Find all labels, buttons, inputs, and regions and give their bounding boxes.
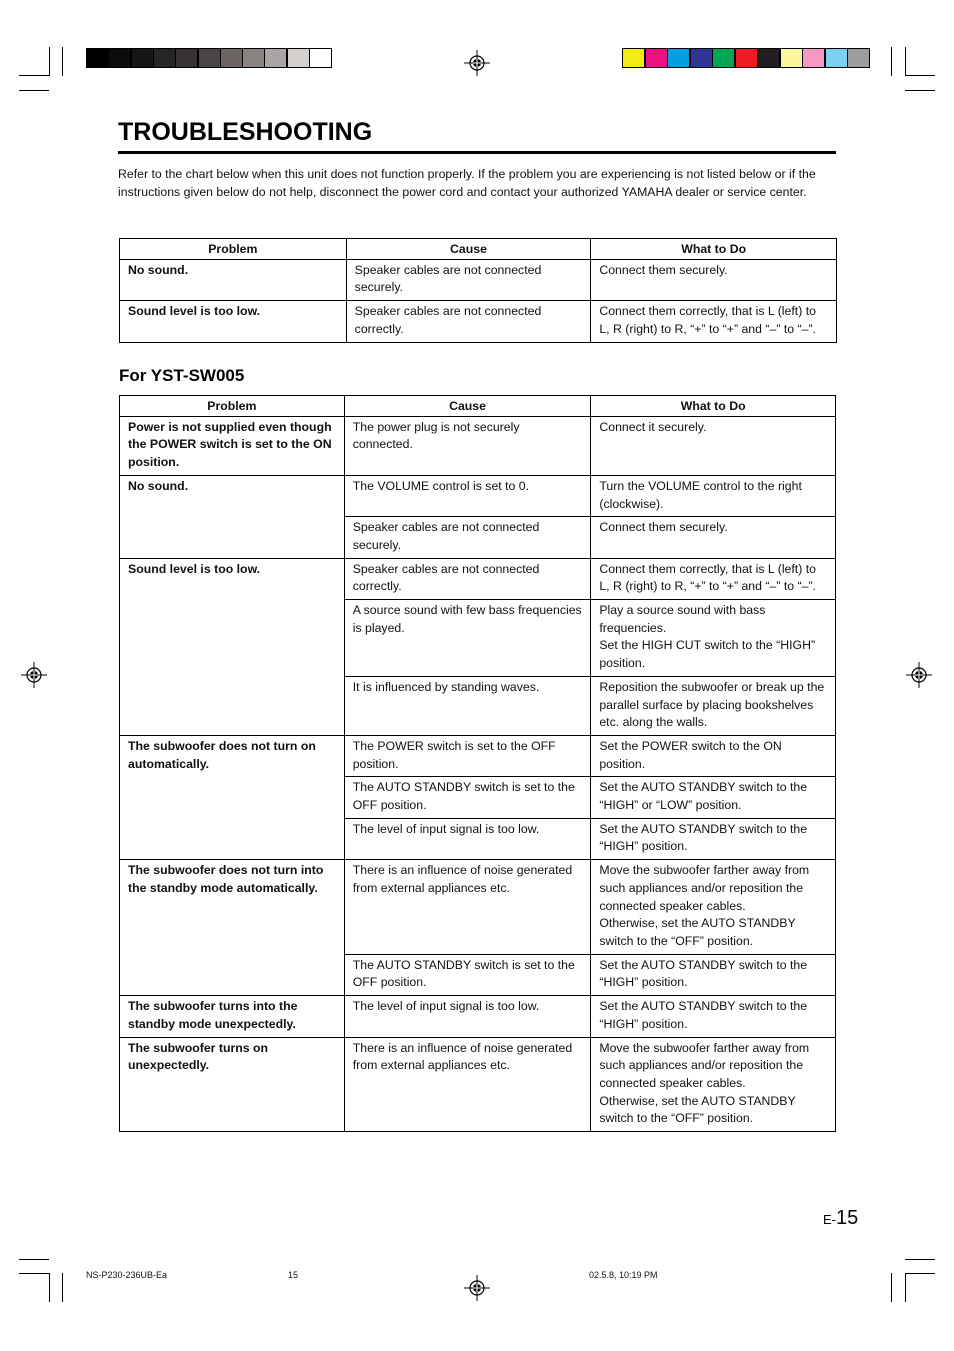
cause-cell: A source sound with few bass frequencies is played. bbox=[344, 600, 591, 677]
print-timestamp: 02.5.8, 10:19 PM bbox=[589, 1270, 658, 1280]
color-swatch bbox=[712, 48, 735, 68]
color-swatch bbox=[847, 48, 870, 68]
gray-swatch bbox=[153, 48, 176, 68]
problem-cell: Power is not supplied even though the POWER switch is set to the ON position. bbox=[120, 416, 345, 475]
intro-paragraph: Refer to the chart below when this unit does not function properly. If the problem you are experiencing is not listed below or if the instructions given below do not help, disconnect the power cord and contact your authorized YAMAHA dealer or service center. bbox=[118, 167, 816, 199]
gray-swatch bbox=[242, 48, 265, 68]
cause-cell: Speaker cables are not connected securely. bbox=[346, 259, 591, 300]
color-swatch bbox=[802, 48, 825, 68]
cause-cell: The POWER switch is set to the OFF position. bbox=[344, 735, 591, 776]
page-number-value: 15 bbox=[836, 1207, 859, 1229]
gray-swatch bbox=[198, 48, 221, 68]
gray-swatch bbox=[264, 48, 287, 68]
table-header-row bbox=[120, 239, 837, 260]
cause-cell: Speaker cables are not connected securely. bbox=[344, 517, 591, 558]
problem-cell: No sound. bbox=[120, 475, 345, 558]
title-underline bbox=[118, 151, 836, 154]
color-swatch bbox=[757, 48, 780, 68]
problem-cell: Sound level is too low. bbox=[120, 558, 345, 735]
problem-cell: The subwoofer turns on unexpectedly. bbox=[120, 1037, 345, 1132]
action-cell: Move the subwoofer farther away from such appliances and/or reposition the connected speaker cables. Otherwise, set the AUTO STANDBY switch to the “OFF” position. bbox=[591, 1037, 836, 1132]
column-header-what-to-do: What to Do bbox=[591, 396, 836, 417]
cause-cell: The VOLUME control is set to 0. bbox=[344, 475, 591, 516]
action-cell: Connect them securely. bbox=[591, 259, 837, 300]
gray-swatch bbox=[175, 48, 198, 68]
table-row bbox=[120, 301, 837, 342]
sheet-number: 15 bbox=[288, 1270, 299, 1280]
cause-cell: The level of input signal is too low. bbox=[344, 996, 591, 1037]
gray-swatch bbox=[309, 48, 332, 68]
gray-swatch bbox=[86, 48, 109, 68]
action-cell: Connect them correctly, that is L (left) to L, R (right) to R, “+” to “+” and “–” to “–”. bbox=[591, 558, 836, 599]
action-cell: Set the POWER switch to the ON position. bbox=[591, 735, 836, 776]
action-cell: Connect them correctly, that is L (left) to L, R (right) to R, “+” to “+” and “–” to “–”. bbox=[591, 301, 837, 342]
page-number bbox=[823, 1207, 858, 1230]
registration-target-icon bbox=[21, 662, 47, 688]
action-cell: Set the AUTO STANDBY switch to the “HIGH” position. bbox=[591, 818, 836, 859]
color-swatch bbox=[780, 48, 803, 68]
troubleshooting-table-general bbox=[119, 238, 837, 343]
color-swatch bbox=[622, 48, 645, 68]
page-prefix: E- bbox=[823, 1212, 836, 1227]
action-cell: Set the AUTO STANDBY switch to the “HIGH” or “LOW” position. bbox=[591, 777, 836, 818]
column-header-cause: Cause bbox=[344, 396, 591, 417]
section-title: For YST-SW005 bbox=[119, 366, 245, 385]
action-cell: Connect it securely. bbox=[591, 416, 836, 475]
problem-cell: The subwoofer does not turn into the standby mode automatically. bbox=[120, 860, 345, 996]
table-row bbox=[120, 475, 836, 516]
column-header-what-to-do: What to Do bbox=[591, 239, 837, 260]
cause-cell: There is an influence of noise generated from external appliances etc. bbox=[344, 860, 591, 955]
table-row bbox=[120, 558, 836, 599]
gray-swatch bbox=[131, 48, 154, 68]
problem-cell: Sound level is too low. bbox=[120, 301, 347, 342]
cause-cell: The level of input signal is too low. bbox=[344, 818, 591, 859]
registration-target-icon bbox=[464, 1275, 490, 1301]
column-header-problem: Problem bbox=[120, 239, 347, 260]
gray-swatch bbox=[220, 48, 243, 68]
action-cell: Reposition the subwoofer or break up the parallel surface by placing bookshelves etc. along the walls. bbox=[591, 676, 836, 735]
cause-cell: It is influenced by standing waves. bbox=[344, 676, 591, 735]
table-row bbox=[120, 1037, 836, 1132]
cause-cell: The AUTO STANDBY switch is set to the OFF position. bbox=[344, 954, 591, 995]
table-header-row bbox=[120, 396, 836, 417]
color-swatch bbox=[690, 48, 713, 68]
problem-cell: The subwoofer does not turn on automatically. bbox=[120, 735, 345, 859]
action-cell: Set the AUTO STANDBY switch to the “HIGH” position. bbox=[591, 954, 836, 995]
cause-cell: There is an influence of noise generated from external appliances etc. bbox=[344, 1037, 591, 1132]
table-row bbox=[120, 860, 836, 955]
gray-swatch bbox=[287, 48, 310, 68]
action-cell: Move the subwoofer farther away from such appliances and/or reposition the connected speaker cables. Otherwise, set the AUTO STANDBY switch to the “OFF” position. bbox=[591, 860, 836, 955]
action-cell: Play a source sound with bass frequencies. Set the HIGH CUT switch to the “HIGH” position. bbox=[591, 600, 836, 677]
gray-swatch bbox=[108, 48, 131, 68]
table-row bbox=[120, 735, 836, 776]
table-row bbox=[120, 416, 836, 475]
registration-target-icon bbox=[906, 662, 932, 688]
page-title: TROUBLESHOOTING bbox=[118, 118, 373, 146]
action-cell: Turn the VOLUME control to the right (clockwise). bbox=[591, 475, 836, 516]
cause-cell: The AUTO STANDBY switch is set to the OFF position. bbox=[344, 777, 591, 818]
action-cell: Set the AUTO STANDBY switch to the “HIGH” position. bbox=[591, 996, 836, 1037]
column-header-problem: Problem bbox=[120, 396, 345, 417]
troubleshooting-table-subwoofer bbox=[119, 395, 836, 1132]
table-row bbox=[120, 996, 836, 1037]
column-header-cause: Cause bbox=[346, 239, 591, 260]
problem-cell: No sound. bbox=[120, 259, 347, 300]
table-row bbox=[120, 259, 837, 300]
cause-cell: Speaker cables are not connected correctly. bbox=[344, 558, 591, 599]
registration-target-icon bbox=[464, 50, 490, 76]
cause-cell: The power plug is not securely connected. bbox=[344, 416, 591, 475]
color-swatch bbox=[735, 48, 758, 68]
file-code: NS-P230-236UB-Ea bbox=[86, 1270, 168, 1280]
color-swatch bbox=[667, 48, 690, 68]
problem-cell: The subwoofer turns into the standby mode unexpectedly. bbox=[120, 996, 345, 1037]
cause-cell: Speaker cables are not connected correctly. bbox=[346, 301, 591, 342]
action-cell: Connect them securely. bbox=[591, 517, 836, 558]
color-swatch bbox=[825, 48, 848, 68]
color-swatch bbox=[645, 48, 668, 68]
